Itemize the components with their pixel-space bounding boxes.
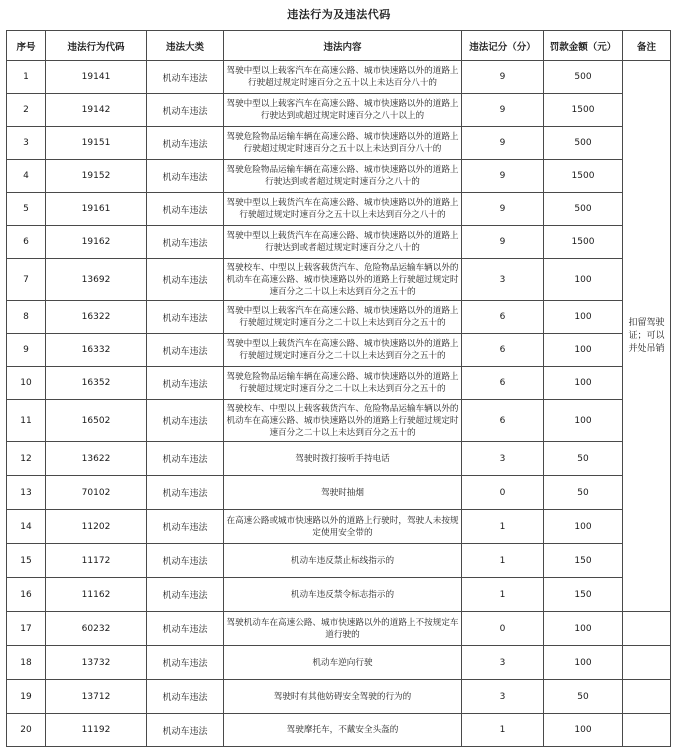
cell-seq: 3 [7,127,46,160]
header-fine: 罚款金额（元） [544,31,623,61]
cell-seq: 2 [7,94,46,127]
table-body [7,61,671,747]
cell-note-empty [623,646,671,680]
cell-content: 驾驶中型以上载货汽车在高速公路、城市快速路以外的道路上行驶超过规定时速百分之二十以上未达到百分之五十的 [224,334,462,367]
cell-fine: 500 [544,193,623,226]
cell-seq: 18 [7,646,46,680]
cell-points: 1 [462,544,544,578]
table-row [7,646,671,680]
cell-fine: 1500 [544,160,623,193]
cell-category: 机动车违法 [147,544,224,578]
cell-code: 16332 [46,334,147,367]
cell-seq: 4 [7,160,46,193]
cell-note-empty [623,680,671,714]
cell-seq: 14 [7,510,46,544]
cell-category: 机动车违法 [147,193,224,226]
cell-fine: 500 [544,127,623,160]
cell-points: 9 [462,193,544,226]
cell-fine: 100 [544,612,623,646]
cell-content: 在高速公路或城市快速路以外的道路上行驶时，驾驶人未按规定使用安全带的 [224,510,462,544]
cell-content: 驾驶中型以上载货汽车在高速公路、城市快速路以外的道路上行驶超过规定时速百分之五十以上未达到百分之八十的 [224,193,462,226]
cell-seq: 5 [7,193,46,226]
header-category: 违法大类 [147,31,224,61]
table-row [7,94,671,127]
cell-fine: 100 [544,510,623,544]
cell-code: 13712 [46,680,147,714]
table-row [7,301,671,334]
cell-content: 驾驶中型以上载客汽车在高速公路、城市快速路以外的道路上行驶超过规定时速百分之二十以上未达到百分之五十的 [224,301,462,334]
header-code: 违法行为代码 [46,31,147,61]
cell-code: 13732 [46,646,147,680]
cell-fine: 100 [544,301,623,334]
table-row [7,612,671,646]
cell-fine: 100 [544,259,623,301]
cell-points: 0 [462,612,544,646]
cell-points: 9 [462,94,544,127]
cell-content: 驾驶校车、中型以上载客载货汽车、危险物品运输车辆以外的机动车在高速公路、城市快速路以外的道路上行驶超过规定时速百分之二十以上未达到百分之五十的 [224,259,462,301]
cell-fine: 500 [544,61,623,94]
cell-code: 19151 [46,127,147,160]
table-row [7,442,671,476]
cell-content: 驾驶校车、中型以上载客载货汽车、危险物品运输车辆以外的机动车在高速公路、城市快速路以外的道路上行驶超过规定时速百分之二十以上未达到百分之五十的 [224,400,462,442]
cell-content: 驾驶时抽烟 [224,476,462,510]
cell-fine: 1500 [544,226,623,259]
cell-category: 机动车违法 [147,160,224,193]
cell-points: 9 [462,127,544,160]
cell-seq: 9 [7,334,46,367]
cell-code: 19141 [46,61,147,94]
cell-category: 机动车违法 [147,226,224,259]
cell-code: 60232 [46,612,147,646]
cell-category: 机动车违法 [147,442,224,476]
cell-content: 驾驶摩托车，不戴安全头盔的 [224,714,462,747]
cell-seq: 1 [7,61,46,94]
cell-points: 3 [462,646,544,680]
cell-content: 机动车逆向行驶 [224,646,462,680]
violation-table [6,30,671,747]
cell-category: 机动车违法 [147,61,224,94]
table-row [7,127,671,160]
cell-fine: 100 [544,400,623,442]
cell-note-empty [623,714,671,747]
table-row [7,714,671,747]
cell-category: 机动车违法 [147,94,224,127]
cell-points: 1 [462,714,544,747]
table-title: 违法行为及违法代码 [287,8,391,21]
cell-fine: 50 [544,476,623,510]
cell-code: 11162 [46,578,147,612]
cell-content: 驾驶中型以上载客汽车在高速公路、城市快速路以外的道路上行驶超过规定时速百分之五十以上未达百分八十的 [224,61,462,94]
header-row [7,31,671,61]
cell-points: 6 [462,400,544,442]
header-note: 备注 [623,31,671,61]
cell-fine: 50 [544,442,623,476]
cell-category: 机动车违法 [147,714,224,747]
cell-category: 机动车违法 [147,367,224,400]
header-content: 违法内容 [224,31,462,61]
cell-category: 机动车违法 [147,301,224,334]
table-row [7,334,671,367]
cell-category: 机动车违法 [147,400,224,442]
cell-fine: 100 [544,334,623,367]
cell-category: 机动车违法 [147,510,224,544]
cell-code: 19152 [46,160,147,193]
cell-code: 16502 [46,400,147,442]
cell-category: 机动车违法 [147,334,224,367]
cell-points: 9 [462,160,544,193]
cell-fine: 1500 [544,94,623,127]
table-row [7,226,671,259]
cell-content: 驾驶时有其他妨碍安全驾驶的行为的 [224,680,462,714]
cell-category: 机动车违法 [147,612,224,646]
cell-points: 9 [462,226,544,259]
cell-seq: 16 [7,578,46,612]
cell-points: 6 [462,367,544,400]
cell-points: 6 [462,334,544,367]
cell-content: 机动车违反禁止标线指示的 [224,544,462,578]
table-row [7,544,671,578]
table-row [7,160,671,193]
cell-category: 机动车违法 [147,476,224,510]
cell-fine: 150 [544,544,623,578]
cell-points: 3 [462,442,544,476]
cell-seq: 19 [7,680,46,714]
cell-fine: 100 [544,367,623,400]
cell-seq: 8 [7,301,46,334]
cell-seq: 13 [7,476,46,510]
cell-points: 0 [462,476,544,510]
table-row [7,367,671,400]
cell-content: 驾驶时拨打接听手持电话 [224,442,462,476]
cell-seq: 7 [7,259,46,301]
cell-code: 19162 [46,226,147,259]
cell-category: 机动车违法 [147,680,224,714]
cell-note-empty [623,612,671,646]
cell-fine: 100 [544,646,623,680]
cell-points: 3 [462,259,544,301]
cell-content: 驾驶机动车在高速公路、城市快速路以外的道路上不按规定车道行驶的 [224,612,462,646]
table-row [7,680,671,714]
cell-seq: 11 [7,400,46,442]
table-row [7,510,671,544]
cell-fine: 100 [544,714,623,747]
cell-code: 13692 [46,259,147,301]
cell-content: 驾驶中型以上载货汽车在高速公路、城市快速路以外的道路上行驶达到或者超过规定时速百分之八十的 [224,226,462,259]
cell-content: 驾驶危险物品运输车辆在高速公路、城市快速路以外的道路上行驶达到或者超过规定时速百分之八十的 [224,160,462,193]
header-seq: 序号 [7,31,46,61]
table-row [7,61,671,94]
cell-code: 70102 [46,476,147,510]
cell-category: 机动车违法 [147,646,224,680]
cell-code: 13622 [46,442,147,476]
table-row [7,193,671,226]
cell-content: 驾驶危险物品运输车辆在高速公路、城市快速路以外的道路上行驶超过规定时速百分之五十以上未达到百分八十的 [224,127,462,160]
table-row [7,259,671,301]
cell-code: 19161 [46,193,147,226]
cell-code: 16322 [46,301,147,334]
table-row [7,476,671,510]
cell-points: 3 [462,680,544,714]
cell-points: 9 [462,61,544,94]
cell-content: 驾驶中型以上载客汽车在高速公路、城市快速路以外的道路上行驶达到或超过规定时速百分之八十以上的 [224,94,462,127]
cell-code: 11202 [46,510,147,544]
cell-seq: 12 [7,442,46,476]
cell-points: 6 [462,301,544,334]
cell-code: 19142 [46,94,147,127]
cell-code: 16352 [46,367,147,400]
cell-category: 机动车违法 [147,259,224,301]
table-row [7,400,671,442]
header-points: 违法记分（分） [462,31,544,61]
cell-fine: 50 [544,680,623,714]
cell-seq: 17 [7,612,46,646]
cell-fine: 150 [544,578,623,612]
cell-seq: 10 [7,367,46,400]
cell-code: 11192 [46,714,147,747]
cell-content: 机动车违反禁令标志指示的 [224,578,462,612]
cell-points: 1 [462,510,544,544]
cell-seq: 15 [7,544,46,578]
cell-seq: 6 [7,226,46,259]
table-row [7,578,671,612]
cell-note: 扣留驾驶证；可以并处吊销 [623,61,671,612]
cell-content: 驾驶危险物品运输车辆在高速公路、城市快速路以外的道路上行驶超过规定时速百分之二十以上未达到百分之五十的 [224,367,462,400]
cell-seq: 20 [7,714,46,747]
cell-points: 1 [462,578,544,612]
cell-category: 机动车违法 [147,578,224,612]
cell-category: 机动车违法 [147,127,224,160]
cell-code: 11172 [46,544,147,578]
